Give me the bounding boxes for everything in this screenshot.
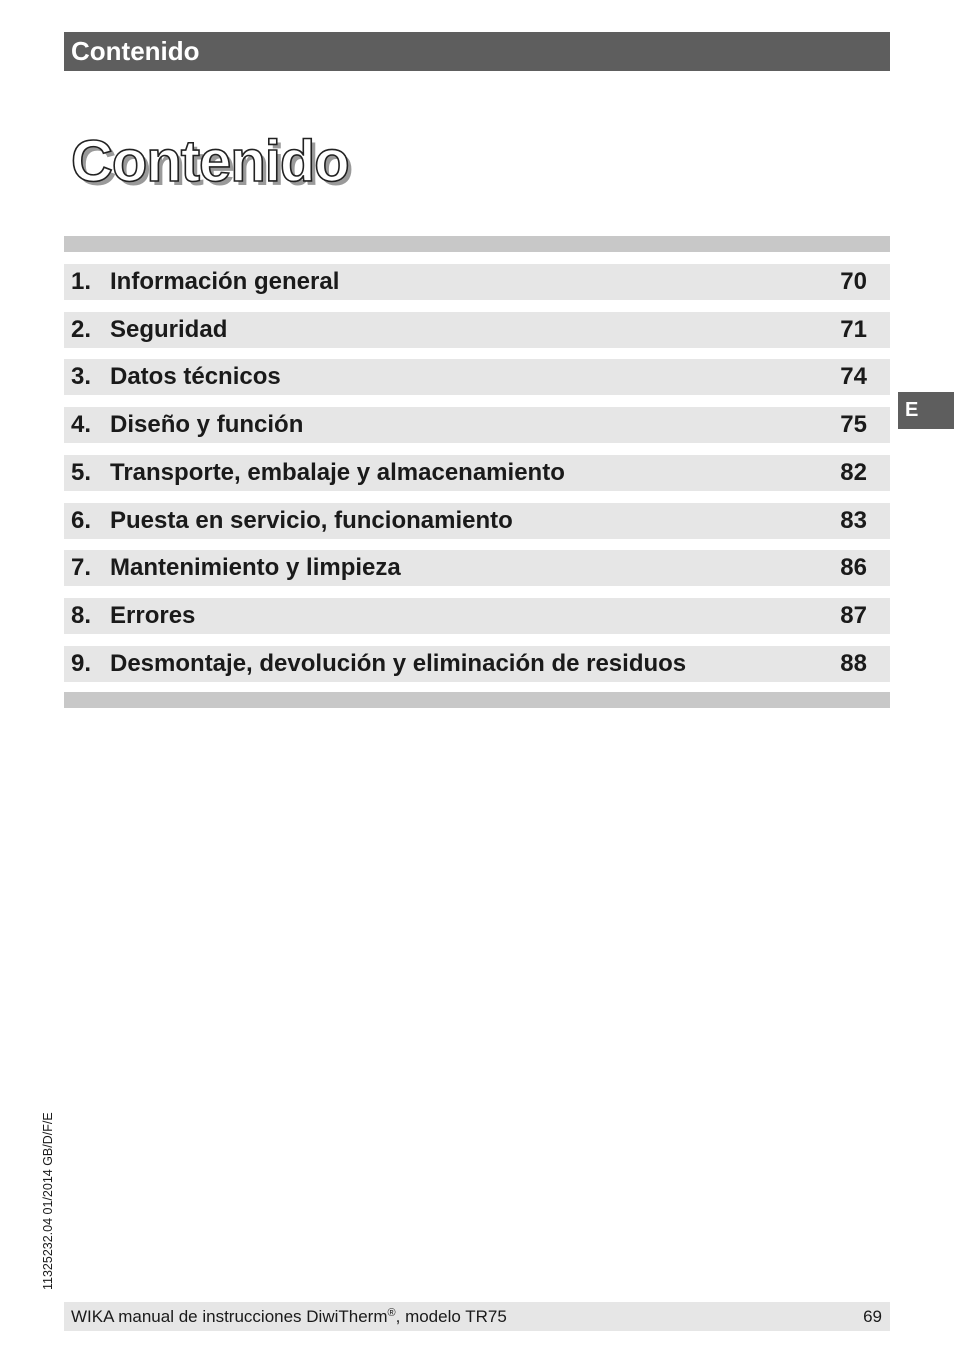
section-header [64,32,890,71]
toc-entry-title: Errores [110,602,196,629]
footer-page-number: 69 [863,1307,882,1326]
toc-entry[interactable] [64,264,890,300]
toc-entry-title: Mantenimiento y limpieza [110,554,401,581]
toc-entry[interactable] [64,503,890,539]
language-tab-label: E [905,399,919,421]
toc-entry[interactable] [64,598,890,634]
toc-entry-number: 2. [71,316,92,343]
toc-entry-title: Puesta en servicio, funcionamiento [110,507,513,534]
toc-entry-number: 8. [71,602,92,629]
toc-entry-number: 5. [71,459,92,486]
toc-entry-number: 7. [71,554,92,581]
toc-entry[interactable] [64,646,890,682]
toc-entry[interactable] [64,359,890,395]
section-header-title: Contenido [71,36,200,66]
toc-entry-page: 87 [840,602,867,629]
toc-entry-page: 75 [840,411,867,438]
toc-top-rule [64,236,890,252]
toc-entry-page: 86 [840,554,867,581]
toc-entry-title: Transporte, embalaje y almacenamiento [110,459,565,486]
toc-entry[interactable] [64,407,890,443]
toc-entry[interactable] [64,312,890,348]
toc-entry-number: 4. [71,411,92,438]
toc-entry-title: Desmontaje, devolución y eliminación de residuos [110,650,687,677]
toc-entry-number: 9. [71,650,92,677]
page-title: Contenido [71,129,349,194]
toc-entry-title: Información general [110,268,340,295]
toc-entry-number: 1. [71,268,92,295]
document-code: 11325232.04 01/2014 GB/D/F/E [41,1112,55,1290]
toc-entry-title: Datos técnicos [110,363,281,390]
toc-entry-title: Seguridad [110,316,228,343]
toc-entry-title: Diseño y función [110,411,304,438]
toc-entry-page: 83 [840,507,867,534]
toc-entry-page: 74 [840,363,867,390]
toc-bottom-rule [64,692,890,708]
language-tab[interactable] [898,392,954,429]
toc-entry[interactable] [64,455,890,491]
toc-entry-page: 88 [840,650,867,677]
toc-entry-number: 6. [71,507,92,534]
toc-entry-number: 3. [71,363,92,390]
toc-entry[interactable] [64,550,890,586]
footer-text-after: , modelo TR75 [395,1307,507,1326]
footer-text-before: WIKA manual de instrucciones DiwiTherm [71,1307,388,1326]
page-footer [64,1302,890,1331]
registered-mark: ® [387,1307,396,1319]
toc-entry-page: 70 [840,268,867,295]
toc-entry-page: 71 [840,316,867,343]
toc-entry-page: 82 [840,459,867,486]
footer-manual-title [71,1302,507,1331]
